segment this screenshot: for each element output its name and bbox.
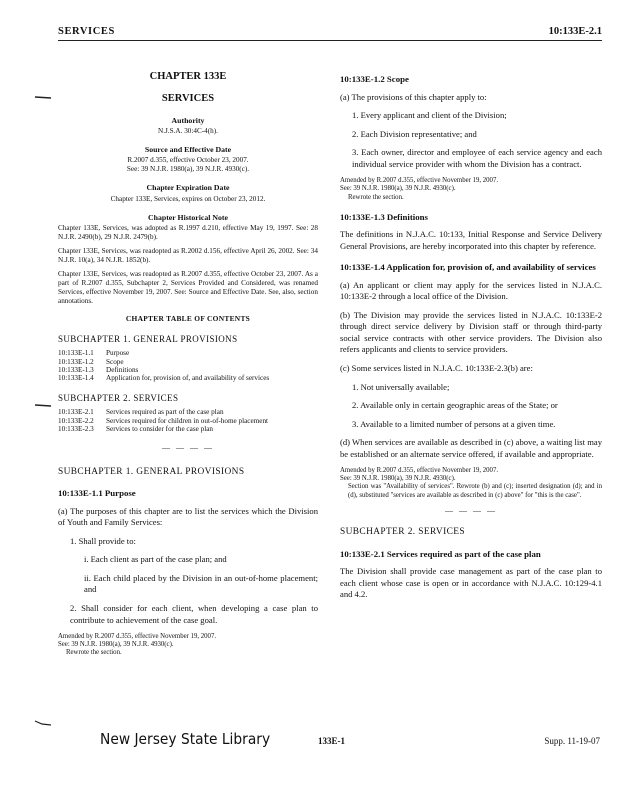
- toc-row: [58, 349, 318, 357]
- paragraph: 1. Shall provide to:: [70, 535, 136, 546]
- authority-heading: Authority: [171, 115, 205, 125]
- amendment-note: Amended by R.2007 d.355, effective November 19, 2007.: [340, 467, 499, 475]
- margin-mark: [34, 94, 52, 100]
- authority-text: N.J.S.A. 30:4C-4(h).: [158, 127, 218, 135]
- paragraph: 3. Available to a limited number of persons at a given time.: [352, 418, 556, 429]
- toc-number: 10:133E-1.3: [58, 366, 94, 375]
- paragraph: (b) The Division may provide the services listed in N.J.A.C. 10:133E-2 through direct service delivery by Division staff or through third-party social service contracts with other service providers. The Division also refers applicants and clients to service providers.: [340, 309, 602, 355]
- toc-heading: CHAPTER TABLE OF CONTENTS: [125, 313, 251, 323]
- subchapter-heading: SUBCHAPTER 1. GENERAL PROVISIONS: [58, 466, 245, 477]
- toc-title: Services required for children in out-of-home placement: [106, 416, 269, 425]
- source-heading: Source and Effective Date: [144, 145, 232, 154]
- margin-mark: [34, 402, 52, 408]
- toc-row: [58, 358, 318, 366]
- paragraph: 2. Available only in certain geographic areas of the State; or: [352, 400, 558, 411]
- paragraph: (a) The provisions of this chapter apply to:: [340, 91, 487, 102]
- section-separator: — — — —: [445, 505, 497, 515]
- amendment-note: Section was "Availability of services". Rewrote (b) and (c); inserted designation (d); and in (d), substituted "services are available as described in (c) above" for "this is the case".: [348, 483, 602, 499]
- historical-note: Chapter 133E, Services, was adopted as R.1997 d.210, effective May 19, 1997. See: 28 N.J.R. 2490(b), 29 N.J.R. 2479(b).: [58, 223, 318, 241]
- toc-title: Definitions: [106, 366, 139, 375]
- header-title: SERVICES: [58, 26, 115, 37]
- section-separator: — — — —: [162, 443, 214, 453]
- expiration-text: Chapter 133E, Services, expires on October 23, 2012.: [110, 194, 266, 203]
- left-column: [58, 70, 318, 661]
- paragraph: The Division shall provide case management as part of the case plan to each client whose case is open or in accordance with N.J.A.C. 10:129-4.1 and 4.2.: [340, 566, 602, 600]
- section-heading: 10:133E-1.2 Scope: [340, 74, 409, 84]
- paragraph: ii. Each child placed by the Division in an out-of-home placement; and: [84, 572, 318, 595]
- amendment-note: See: 39 N.J.R. 1980(a), 39 N.J.R. 4930(c).: [58, 641, 174, 649]
- toc-row: [58, 408, 318, 416]
- amendment-note: Rewrote the section.: [348, 193, 404, 201]
- toc-row: [58, 417, 318, 425]
- toc-number: 10:133E-1.2: [58, 357, 94, 366]
- toc-table: [58, 408, 318, 433]
- chapter-number: CHAPTER 133E: [149, 71, 227, 82]
- paragraph: (d) When services are available as described in (c) above, a waiting list may be established or an alternate service offered, if available and appropriate.: [340, 437, 602, 459]
- amendment-note: Amended by R.2007 d.355, effective November 19, 2007.: [58, 633, 217, 641]
- chapter-title: SERVICES: [161, 92, 215, 104]
- toc-title: Scope: [106, 357, 124, 366]
- expiration-heading: Chapter Expiration Date: [146, 183, 230, 193]
- paragraph: The definitions in N.J.A.C. 10:133, Initial Response and Service Delivery General Provisions, are hereby incorporated into this chapter by reference.: [340, 229, 602, 251]
- library-stamp: New Jersey State Library: [100, 730, 271, 748]
- section-heading: 10:133E-2.1 Services required as part of the case plan: [340, 548, 541, 559]
- right-column: [340, 70, 602, 608]
- toc-number: 10:133E-2.2: [58, 416, 94, 425]
- toc-row: [58, 374, 318, 382]
- historical-note-heading: Chapter Historical Note: [148, 212, 228, 222]
- paragraph: 2. Shall consider for each client, when developing a case plan to contribute to achievement of the case goal.: [70, 602, 318, 625]
- header-section-number: 10:133E-2.1: [548, 26, 602, 37]
- historical-note: Chapter 133E, Services, was readopted as R.2007 d.355, effective October 23, 2007. As a part of R.2007 d.355, Subchapter 2, Services Provided and Considered, was renamed Services, effective November 19, 2007. See: Source and Effective Date. See, also, section annotations.: [58, 269, 318, 305]
- toc-subchapter-heading: SUBCHAPTER 1. GENERAL PROVISIONS: [58, 333, 238, 344]
- toc-title: Services required as part of the case plan: [106, 408, 224, 417]
- section-heading: 10:133E-1.4 Application for, provision of, and availability of services: [340, 262, 596, 273]
- amendment-note: See: 39 N.J.R. 1980(a), 39 N.J.R. 4930(c).: [340, 185, 456, 193]
- toc-title: Application for, provision of, and availability of services: [106, 374, 270, 383]
- header-rule: [58, 40, 602, 41]
- toc-row: [58, 425, 318, 433]
- toc-title: Purpose: [106, 349, 130, 358]
- paragraph: 2. Each Division representative; and: [352, 128, 477, 139]
- toc-number: 10:133E-2.1: [58, 408, 94, 417]
- amendment-note: Rewrote the section.: [66, 649, 122, 657]
- margin-mark: [34, 720, 52, 726]
- supplement-date: Supp. 11-19-07: [544, 736, 600, 746]
- toc-number: 10:133E-1.4: [58, 374, 94, 383]
- paragraph: 1. Every applicant and client of the Division;: [352, 110, 507, 121]
- page-number: 133E-1: [318, 736, 345, 746]
- historical-note: Chapter 133E, Services, was readopted as R.2002 d.156, effective April 26, 2002. See: 34 N.J.R. 10(a), 34 N.J.R. 1852(b).: [58, 246, 318, 264]
- paragraph: (c) Some services listed in N.J.A.C. 10:133E-2.3(b) are:: [340, 363, 533, 373]
- section-heading: 10:133E-1.1 Purpose: [58, 488, 136, 499]
- amendment-note: See: 39 N.J.R. 1980(a), 39 N.J.R. 4930(c).: [340, 475, 456, 483]
- paragraph: 1. Not universally available;: [352, 381, 450, 392]
- toc-title: Services to consider for the case plan: [106, 425, 213, 434]
- toc-number: 10:133E-1.1: [58, 349, 94, 358]
- subchapter-heading: SUBCHAPTER 2. SERVICES: [340, 527, 465, 538]
- toc-number: 10:133E-2.3: [58, 425, 94, 434]
- paragraph: i. Each client as part of the case plan; and: [84, 554, 227, 565]
- paragraph: 3. Each owner, director and employee of each service agency and each individual service provider with whom the Division has a contract.: [352, 147, 602, 169]
- toc-table: [58, 349, 318, 382]
- toc-subchapter-heading: SUBCHAPTER 2. SERVICES: [58, 392, 179, 403]
- paragraph: (a) An applicant or client may apply for the services listed in N.J.A.C. 10:133E-2 through a local office of the Division.: [340, 279, 602, 302]
- paragraph: (a) The purposes of this chapter are to list the services which the Division of Youth and Family Services:: [58, 505, 318, 528]
- source-text: R.2007 d.355, effective October 23, 2007. See: 39 N.J.R. 1980(a), 39 N.J.R. 4930(c).: [126, 156, 250, 174]
- section-heading: 10:133E-1.3 Definitions: [340, 211, 428, 222]
- amendment-note: Amended by R.2007 d.355, effective November 19, 2007.: [340, 177, 499, 185]
- toc-row: [58, 366, 318, 374]
- running-header: [58, 26, 602, 40]
